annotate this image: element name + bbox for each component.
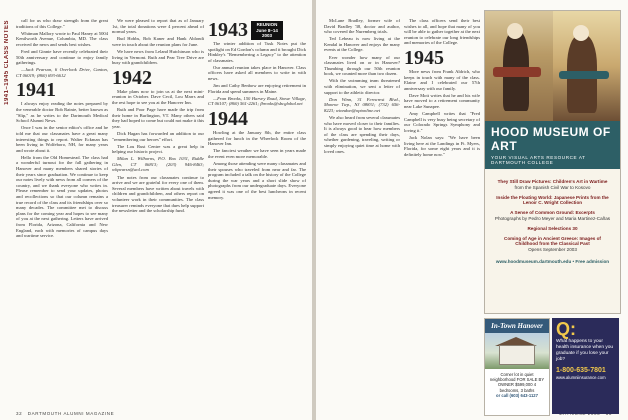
insurance-ad[interactable] <box>552 318 619 414</box>
paragraph: McLane Bradley, former wife of David Bradley '38, doctor and author, who covered the Nuremberg trials. <box>324 18 400 35</box>
hood-url[interactable]: www.hoodmuseum.dartmouth.edu • Free admission <box>495 258 610 264</box>
exhibit-detail: from the Spanish Civil War to Kosovo <box>514 184 591 190</box>
hood-title-band <box>485 121 620 169</box>
filler-paragraph: The notes from our classmates continue to arrive and we are grateful for every one of them. Several members have written about travels with children and grandchildren, and others report on volunteer work in their communities. The class treasurer reminds everyone that dues help support the newsletter and the scholarship fund. <box>112 174 204 214</box>
filler-paragraph: Hello from the Old Homestead. The class had a wonderful turnout for the fall gathering in Hanover and many members shared stories of their years since graduation. We continue to keep our notes lively with news from all corners of the country, and we thank everyone who writes in. Please remember to send your updates, photos and recollections so that our column remains a true record of the class and its friendships over so many decades. The committee met to discuss plans for the coming year and hopes to see many of you at the next gathering. Letters have arrived from Florida, Arizona, California and New England, each with memories of campus days and wartime service. <box>16 154 108 239</box>
paragraph: Ever wonder how many of our classmates lived on or in Hanover? Thumbing through our 50th reunion book, we counted more than two dozen. <box>324 54 400 77</box>
inn-description: Corner lot in quiet neighborhood FOR SALE BY OWNER $599,000 4 bedrooms, 3 baths <box>489 372 545 393</box>
class-year-1944: 1944 <box>208 108 248 131</box>
paragraph: Make plans now to join us at the next mini-reunion in October. Dave Cecil, Lou Marrs and the rest hope to see you at the Hanover Inn. <box>112 88 204 105</box>
paragraph: Our annual reunion takes place in Hanover. Class officers have asked all members to write in with news. <box>208 64 306 82</box>
exhibit-detail: Opens September 2003 <box>528 247 577 253</box>
inn-details <box>485 369 549 401</box>
exhibitions-list <box>485 169 620 271</box>
contact-info: —Fran Brooks, 150 Harvey Road, Stowe Village, CT 06107; (860) 561-2261; fbrooks@sbcglobal.net <box>208 95 306 107</box>
contact-info: Don Winn, 31 Ferncrest Blvd., Monroe Twp., NJ 08831; (732) 656-8223; winndon@optonline.net <box>324 96 400 113</box>
filler-paragraph: The class officers send their best wishes to all, and hope that many of you will be able to gather together at the next reunion to celebrate our long friendships and memories of the College. <box>404 18 480 46</box>
sidebar-label: 1941–1945 CLASS NOTES <box>4 20 10 105</box>
paragraph: Bud Hobbs, Bob Kaner and Hank Ablondi were in touch about the reunion plans for June. <box>112 36 204 47</box>
class-year-1942: 1942 <box>112 66 152 89</box>
paragraph: Whitman Mallory wrote to Paul Haney at 5004 Kenilworth Avenue, Columbia, MD. The class received the news and sends best wishes. <box>16 30 108 47</box>
insurance-question: What happens to your health insurance when you graduate if you lose your job? <box>556 339 614 362</box>
page-number: 32 <box>16 411 23 416</box>
paragraph: Howling at the January 8th, the entire class gathered for lunch in the Wheelock Room of the Hanover Inn. <box>208 130 306 147</box>
paragraph: I always enjoy reading the notes prepared by the venerable doctor Bob Rainie, better known as "Slip," as he writes to the Dartmouth Medical School Alumni News. <box>16 101 108 124</box>
exhibit-title: They Still Draw Pictures: Children's Art in Wartime <box>497 179 608 184</box>
footer-left <box>16 411 114 416</box>
question-mark: Q: <box>556 319 576 339</box>
column-2 <box>112 18 204 410</box>
column-5 <box>404 18 480 410</box>
paragraph: We were pleased to report that as of January 1st, the total donations were 4 percent ahead of normal years. <box>112 18 204 35</box>
paragraph: More news from Frank Aldrich, who keeps in touch with many of the class. Elaine and I celebrated our 57th anniversary with our family. <box>404 68 480 91</box>
exhibit-title: A Sense of Common Ground: Excerpts <box>510 210 595 216</box>
paragraph: The Lou Rust Centre was a great help in helping our historic project. <box>112 143 204 155</box>
paragraph: Ruth and Poor Page have made the trip from their home in Burlington, VT. Many others said they had hoped to come but could not make it this year. <box>112 107 204 129</box>
exhibit-title: Inside the Floating World: Japanese Prints from the Lenoir C. Wright Collection <box>496 194 609 206</box>
house-image <box>485 333 549 369</box>
filler-paragraph: We also heard from several classmates who have moved closer to their families. It is always good to hear how members of the class are spending their days, whether gardening, traveling, writing or simply enjoying quiet time at home with loved ones. <box>324 115 400 154</box>
insurance-phone[interactable]: 1-800-635-7801 <box>556 367 606 374</box>
magazine-name: DARTMOUTH ALUMNI MAGAZINE <box>27 411 115 416</box>
hood-title: HOOD MUSEUM OF ART <box>491 125 611 153</box>
paragraph: Ted Lebeau is now living at the Kendal in Hanover and enjoys the many events at the College. <box>324 36 400 53</box>
in-town-hanover-ad[interactable] <box>484 318 550 416</box>
insurance-url[interactable]: www.alumniinsurance.com <box>556 375 606 380</box>
left-page <box>0 0 312 420</box>
paragraph: Jack Nolan says: "We have been living here at the Landings in Ft. Myers, Florida, for some eight years and it is definitely home now." <box>404 135 480 157</box>
paragraph: With the swimming team threatened with elimination, we sent a letter of support to the athletic director. <box>324 78 400 95</box>
contact-info: Milan L. Wilhorns, P.O. Box 1031, Riddle Glen, CT 06813; (203) 946-8463; whpearsn@aol.com <box>112 156 204 173</box>
exhibit-detail: Photographs by Pedro Meyer and Maria Martinez-Cañas <box>494 215 611 221</box>
hood-museum-ad[interactable] <box>484 10 621 314</box>
class-notes-sidebar <box>4 20 13 140</box>
paragraph: Dave Mott writes that he and his wife have moved to a retirement community near Lake Sunapee. <box>404 92 480 110</box>
paragraph: The winter addition of Tusk Notes put the spotlight on Ed Gordon's column and it brought Dick Hinkley's "Remembering a Legacy" to the attention of classmates. <box>208 41 306 63</box>
inn-phone[interactable]: or call (603) 643-1127 <box>496 392 538 398</box>
exhibit-title: Regional Selections 30 <box>527 225 578 231</box>
paragraph: We have news from Leland Hutchinson who is living in Vermont. Ruth and Pear Tree Drive are busy with grandchildren. <box>112 48 204 66</box>
column-3 <box>208 18 306 410</box>
class-year-1943: 1943 <box>208 19 248 41</box>
class-year-1941: 1941 <box>16 79 56 102</box>
house-body <box>499 345 535 365</box>
print-right <box>553 11 621 121</box>
paragraph: Fred and Ginnie have recently celebrated their 50th anniversary and continue to enjoy family gatherings. <box>16 48 108 66</box>
class-year-1945: 1945 <box>404 46 444 69</box>
column-1 <box>16 18 108 410</box>
paragraph: Dick Hagan has forwarded an addition to our "remembering our heroes" effort. <box>112 130 204 142</box>
contact-info: —Jack Pearson, 6 Overlook Drive, Canton, CT 06019; (860) 693-6612 <box>16 67 108 78</box>
paragraph: Amy Campbell writes that "Fred Campbell is very busy being secretary of our Colorado Springs Symphony and loving it." <box>404 111 480 133</box>
print-left <box>485 11 553 121</box>
filler-paragraph: Among those attending were many classmates and their spouses who traveled from near and far. The program included a talk on the history of the College during the war years and a short slide show of photographs from our undergraduate days. Everyone agreed it was one of the best luncheons in recent memory. <box>208 161 306 200</box>
exhibit-title: Coming of Age in Ancient Greece: Images of Childhood from the Classical Past <box>504 235 601 247</box>
paragraph: Jim and Cathy Benbow are enjoying retirement in Florida and spend summers in Maine. <box>208 83 306 94</box>
paragraph: call for us who draw strength from the great traditions of this College." <box>16 18 108 29</box>
column-4 <box>324 18 400 410</box>
paragraph: Once I was in the senior editor's office and he told me that our classmates have a great many interesting things to report. Walter Eckman has been living in Wolfeboro, NH, for many years and wrote about it. <box>16 125 108 153</box>
reunion-badge: REUNION June 8–14 2003 <box>251 21 283 40</box>
inn-title: In-Town Hanover <box>485 319 549 333</box>
japanese-prints-image <box>485 11 620 121</box>
hood-subtitle: YOUR VISUAL ARTS RESOURCE AT DARTMOUTH COLLEGE <box>491 155 586 165</box>
paragraph: The fanciest weather we have seen in years made the event even more memorable. <box>208 148 306 159</box>
